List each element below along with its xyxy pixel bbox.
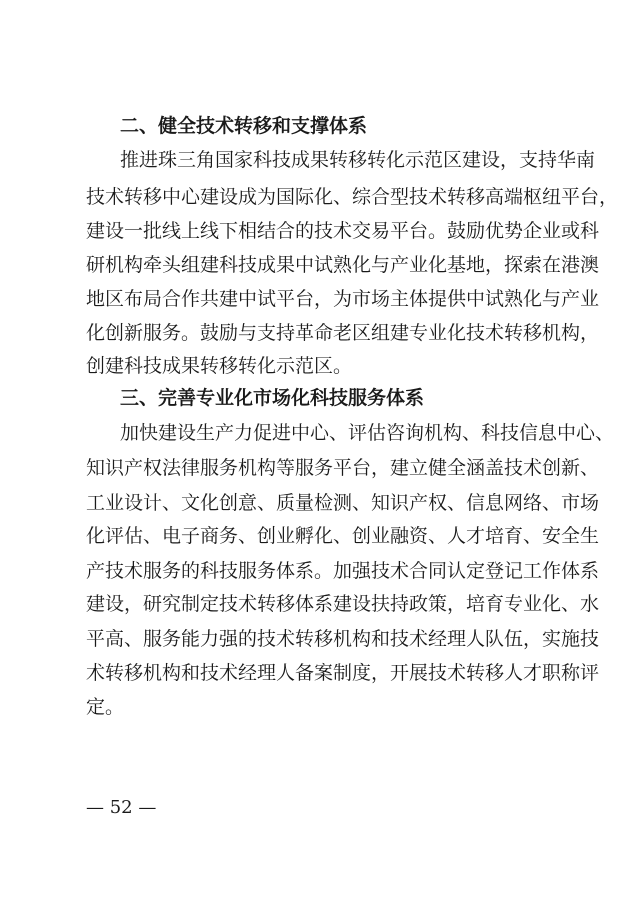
section-2-line-6: 化创新服务。鼓励与支持革命老区组建专业化技术转移机构， — [86, 322, 600, 344]
section-3-line-3: 工业设计、文化创意、质量检测、知识产权、信息网络、市场 — [86, 492, 600, 514]
section-3-line-4: 化评估、电子商务、创业孵化、创业融资、人才培育、安全生 — [86, 525, 600, 547]
section-2-line-2: 技术转移中心建设成为国际化、综合型技术转移高端枢纽平台， — [86, 186, 619, 208]
section-2-line-7: 创建科技成果转移转化示范区。 — [86, 355, 353, 377]
section-3-line-1: 加快建设生产力促进中心、评估咨询机构、科技信息中心、 — [120, 422, 615, 444]
section-3-line-9: 定。 — [86, 696, 125, 718]
section-3-line-6: 建设，研究制定技术转移体系建设扶持政策，培育专业化、水 — [86, 593, 600, 615]
page-number: — 52 — — [86, 797, 157, 818]
section-3-line-7: 平高、服务能力强的技术转移机构和技术经理人队伍，实施技 — [86, 628, 600, 650]
section-2-line-3: 建设一批线上线下相结合的技术交易平台。鼓励优势企业或科 — [86, 220, 600, 242]
section-3-line-2: 知识产权法律服务机构等服务平台，建立健全涵盖技术创新、 — [86, 457, 600, 479]
section-heading-3: 三、完善专业化市场化科技服务体系 — [120, 387, 425, 409]
section-2-line-4: 研机构牵头组建科技成果中试熟化与产业化基地，探索在港澳 — [86, 254, 600, 276]
section-heading-2: 二、健全技术转移和支撑体系 — [120, 115, 368, 137]
section-3-line-5: 产技术服务的科技服务体系。加强技术合同认定登记工作体系 — [86, 560, 600, 582]
section-2-line-1: 推进珠三角国家科技成果转移转化示范区建设，支持华南 — [120, 149, 596, 171]
section-2-line-5: 地区布局合作共建中试平台，为市场主体提供中试熟化与产业 — [86, 288, 600, 310]
section-3-line-8: 术转移机构和技术经理人备案制度，开展技术转移人才职称评 — [86, 662, 600, 684]
